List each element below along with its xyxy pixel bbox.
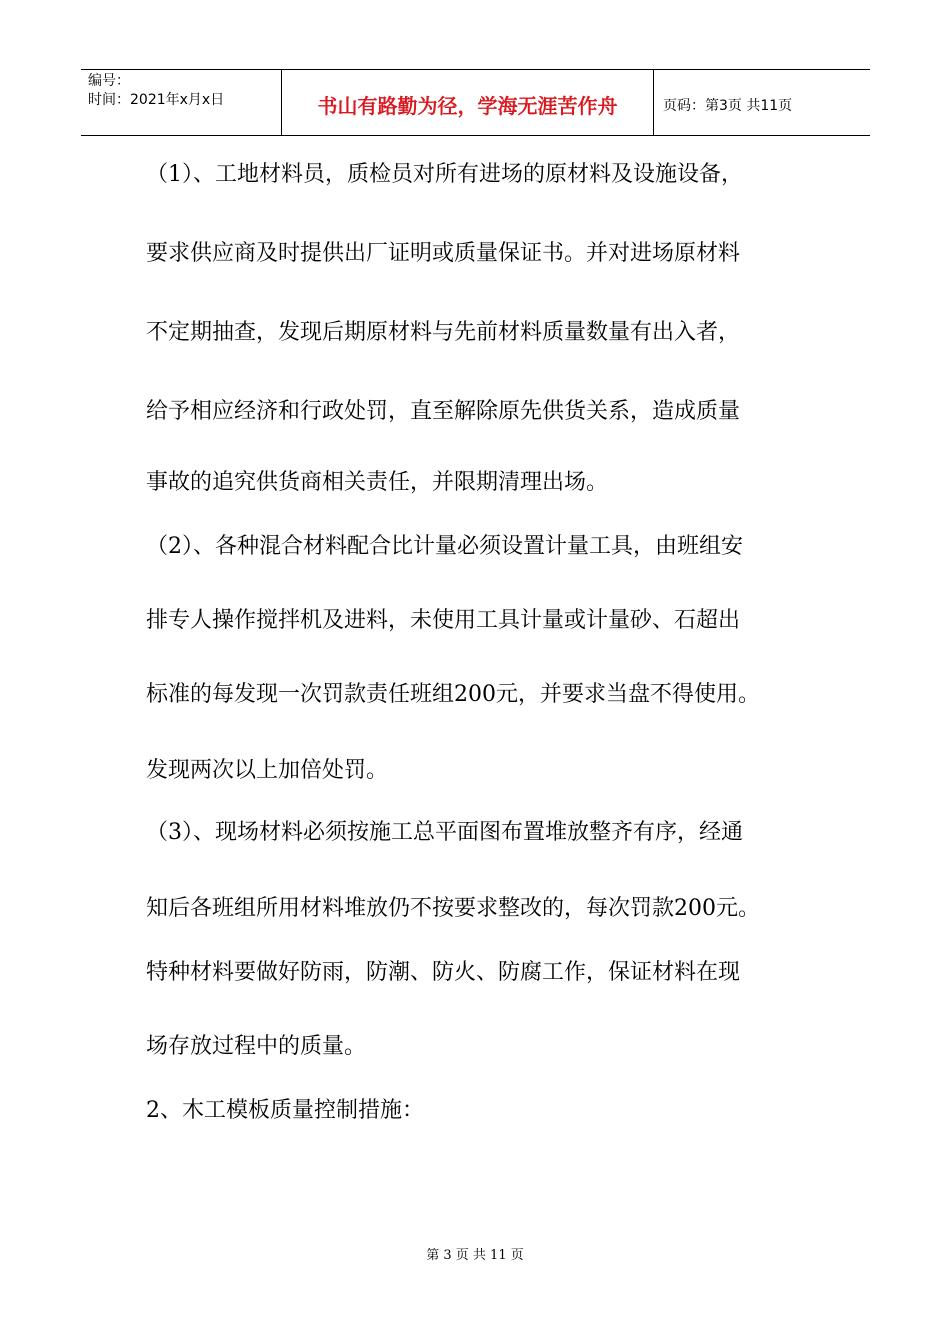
text-line: 排专人操作搅拌机及进料，未使用工具计量或计量砂、石超出 [146,608,741,633]
text-line: （2）、各种混合材料配合比计量必须设置计量工具，由班组安 [146,534,743,559]
page-footer: 第 3 页 共 11 页 [426,1248,524,1263]
text-line: 标准的每发现一次罚款责任班组200元，并要求当盘不得使用。 [146,682,760,707]
header-meta [81,70,282,135]
text-line: 给予相应经济和行政处罚，直至解除原先供货关系，造成质量 [146,399,741,424]
text-line: 场存放过程中的质量。 [146,1034,367,1059]
number-label: 编号： [88,73,130,89]
text-line: 2、木工模板质量控制措施： [146,1098,424,1123]
header-table [81,69,870,136]
header-motto: 书山有路勤为径，学海无涯苦作舟 [282,70,654,135]
time-label: 时间：2021年x月x日 [88,92,225,108]
text-line: 知后各班组所用材料堆放仍不按要求整改的，每次罚款200元。 [146,896,760,921]
text-line: （1）、工地材料员，质检员对所有进场的原材料及设施设备， [146,162,743,187]
text-line: 事故的追究供货商相关责任，并限期清理出场。 [146,470,609,495]
text-line: 不定期抽查，发现后期原材料与先前材料质量数量有出入者， [146,320,741,345]
header-page-info: 页码：第3页 共11页 [663,97,793,114]
text-line: 要求供应商及时提供出厂证明或质量保证书。并对进场原材料 [146,241,741,266]
text-line: 特种材料要做好防雨，防潮、防火、防腐工作，保证材料在现 [146,960,741,985]
text-line: （3）、现场材料必须按施工总平面图布置堆放整齐有序，经通 [146,820,743,845]
text-line: 发现两次以上加倍处罚。 [146,758,389,783]
